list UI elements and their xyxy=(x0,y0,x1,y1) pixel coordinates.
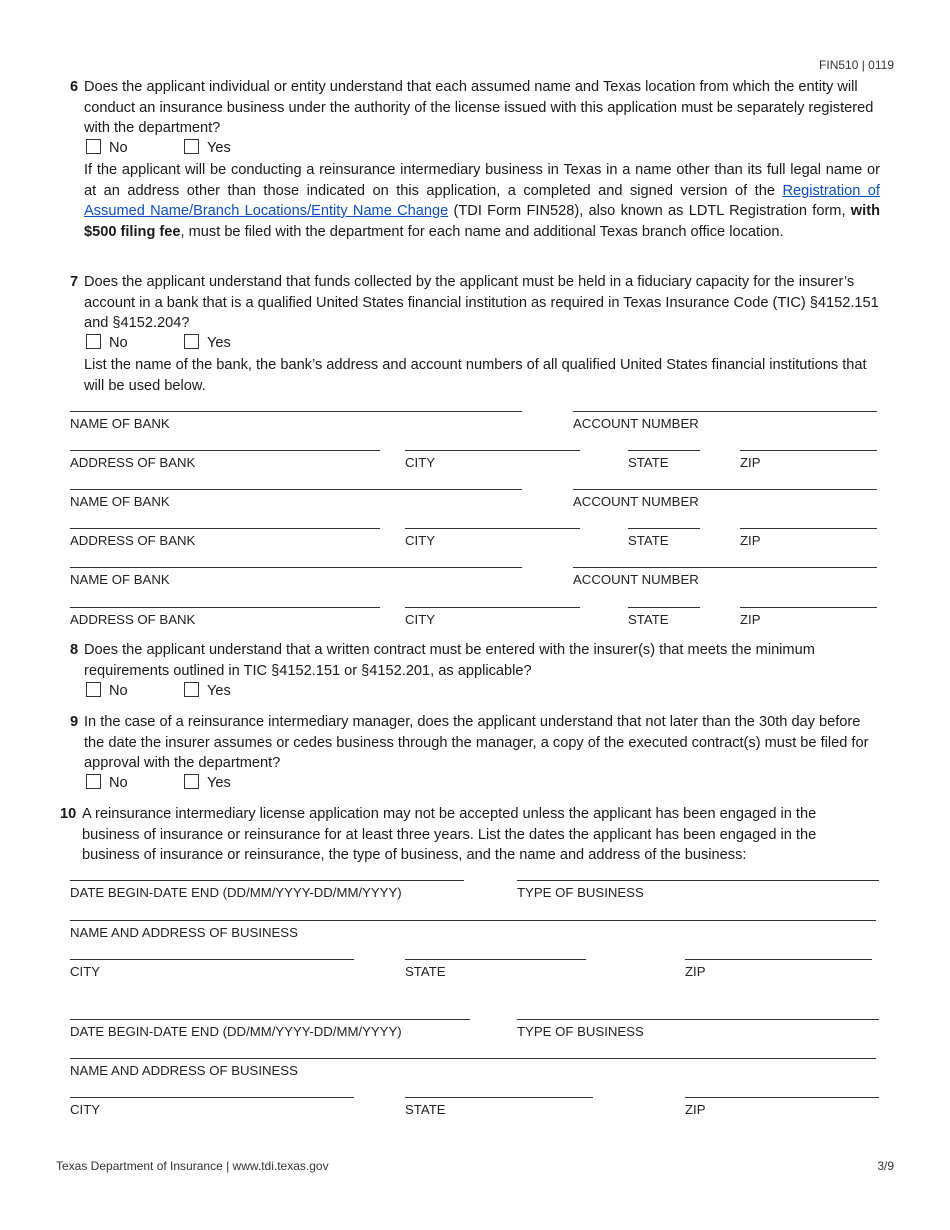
bank1-state-label: STATE xyxy=(628,455,669,470)
biz2-name-address-label: NAME AND ADDRESS OF BUSINESS xyxy=(70,1063,298,1078)
biz1-state-label: STATE xyxy=(405,964,446,979)
q6-yes-option[interactable] xyxy=(184,139,231,156)
q7-no-checkbox[interactable] xyxy=(86,334,101,349)
bank1-account-label: ACCOUNT NUMBER xyxy=(573,416,699,431)
biz2-state-field[interactable] xyxy=(405,1097,593,1098)
bank2-address-field[interactable] xyxy=(70,528,380,529)
bank2-account-field[interactable] xyxy=(573,489,877,490)
bank1-address-field[interactable] xyxy=(70,450,380,451)
biz1-name-address-field[interactable] xyxy=(70,920,876,921)
biz1-dates-field[interactable] xyxy=(70,880,464,881)
fin528-link[interactable]: Registration of Assumed Name/Branch Locations/Entity Name Change xyxy=(84,182,880,219)
bank1-state-field[interactable] xyxy=(628,450,700,451)
page-number: 3/9 xyxy=(877,1159,894,1173)
bank1-account-field[interactable] xyxy=(573,411,877,412)
bank3-account-label: ACCOUNT NUMBER xyxy=(573,572,699,587)
biz1-dates-label: DATE BEGIN-DATE END (DD/MM/YYYY-DD/MM/YYYY) xyxy=(70,885,402,900)
bank3-address-label: ADDRESS OF BANK xyxy=(70,612,196,627)
q6-number: 6 xyxy=(70,79,79,95)
footer-agency: Texas Department of Insurance | www.tdi.texas.gov xyxy=(56,1159,329,1173)
q8-yes-checkbox[interactable] xyxy=(184,682,199,697)
q10-number: 10 xyxy=(60,806,77,822)
bank1-name-field[interactable] xyxy=(70,411,522,412)
form-id: FIN510 | 0119 xyxy=(819,58,894,72)
biz1-city-label: CITY xyxy=(70,964,101,979)
bank2-state-field[interactable] xyxy=(628,528,700,529)
bank2-account-label: ACCOUNT NUMBER xyxy=(573,494,699,509)
q6-no-option[interactable] xyxy=(86,139,128,156)
biz2-type-field[interactable] xyxy=(517,1019,879,1020)
q6-yes-label: Yes xyxy=(207,140,231,156)
q9-number: 9 xyxy=(70,714,79,730)
bank3-state-field[interactable] xyxy=(628,607,700,608)
q7-note: List the name of the bank, the bank’s address and account numbers of all qualified United States financial institutions that will be used below. xyxy=(84,357,867,394)
bank1-zip-field[interactable] xyxy=(740,450,877,451)
biz2-type-label: TYPE OF BUSINESS xyxy=(517,1024,644,1039)
q8-no-label: No xyxy=(109,683,128,699)
biz1-zip-field[interactable] xyxy=(685,959,872,960)
bank3-zip-field[interactable] xyxy=(740,607,877,608)
q7-yes-option[interactable] xyxy=(184,334,231,351)
q7-number: 7 xyxy=(70,274,79,290)
bank3-zip-label: ZIP xyxy=(740,612,761,627)
q9-yes-option[interactable] xyxy=(184,774,231,791)
biz1-type-label: TYPE OF BUSINESS xyxy=(517,885,644,900)
biz1-type-field[interactable] xyxy=(517,880,879,881)
q6-instructions-part3: , must be filed with the department for each name and additional Texas branch office location. xyxy=(180,223,784,240)
bank2-address-label: ADDRESS OF BANK xyxy=(70,533,196,548)
q7-text: Does the applicant understand that funds collected by the applicant must be held in a fiduciary capacity for the insurer’s account in a bank that is a qualified United States financial institution as required in Texas Insurance Code (TIC) §4152.151 and §4152.204? xyxy=(84,274,879,331)
q6-instructions-part1: If the applicant will be conducting a reinsurance intermediary business in Texas in a name other than its full legal name or at an address other than those indicated on this application, a completed and signed version of the xyxy=(84,162,880,199)
q8-yes-option[interactable] xyxy=(184,682,231,699)
bank2-state-label: STATE xyxy=(628,533,669,548)
biz1-zip-label: ZIP xyxy=(685,964,706,979)
biz2-city-field[interactable] xyxy=(70,1097,354,1098)
q8-no-option[interactable] xyxy=(86,682,128,699)
q6-instructions xyxy=(84,160,880,242)
bank2-name-label: NAME OF BANK xyxy=(70,494,170,509)
q7-yes-label: Yes xyxy=(207,335,231,351)
q6-instructions-part2: (TDI Form FIN528), also known as LDTL Registration form, xyxy=(448,203,851,219)
bank1-city-field[interactable] xyxy=(405,450,580,451)
biz1-state-field[interactable] xyxy=(405,959,586,960)
biz2-dates-field[interactable] xyxy=(70,1019,470,1020)
biz2-dates-label: DATE BEGIN-DATE END (DD/MM/YYYY-DD/MM/YYYY) xyxy=(70,1024,402,1039)
q9-no-label: No xyxy=(109,775,128,791)
bank3-city-field[interactable] xyxy=(405,607,580,608)
q9-yes-label: Yes xyxy=(207,775,231,791)
q9-text: In the case of a reinsurance intermediary manager, does the applicant understand that not later than the 30th day before the date the insurer assumes or cedes business through the manager, a copy of the executed contract(s) must be filed for approval with the department? xyxy=(84,714,869,771)
q9-yes-checkbox[interactable] xyxy=(184,774,199,789)
biz2-state-label: STATE xyxy=(405,1102,446,1117)
q10-text: A reinsurance intermediary license application may not be accepted unless the applicant has been engaged in the business of insurance or reinsurance for at least three years. List the dates the applicant has been engaged in the business of insurance or reinsurance, the type of business, and the name and address of the business: xyxy=(82,806,817,863)
q6-yes-checkbox[interactable] xyxy=(184,139,199,154)
biz2-city-label: CITY xyxy=(70,1102,101,1117)
bank1-address-label: ADDRESS OF BANK xyxy=(70,455,196,470)
bank3-address-field[interactable] xyxy=(70,607,380,608)
bank2-zip-field[interactable] xyxy=(740,528,877,529)
q6-text: Does the applicant individual or entity understand that each assumed name and Texas location from which the entity will conduct an insurance business under the authority of the license issued with this application must be separately registered with the department? xyxy=(84,79,874,136)
q7-no-option[interactable] xyxy=(86,334,128,351)
bank1-name-label: NAME OF BANK xyxy=(70,416,170,431)
bank1-city-label: CITY xyxy=(405,455,436,470)
q8-text: Does the applicant understand that a written contract must be entered with the insurer(s) that meets the minimum requirements outlined in TIC §4152.151 or §4152.201, as applicable? xyxy=(84,642,815,679)
bank2-zip-label: ZIP xyxy=(740,533,761,548)
q8-yes-label: Yes xyxy=(207,683,231,699)
bank2-city-field[interactable] xyxy=(405,528,580,529)
bank3-city-label: CITY xyxy=(405,612,436,627)
q7-no-label: No xyxy=(109,335,128,351)
biz1-city-field[interactable] xyxy=(70,959,354,960)
q7-yes-checkbox[interactable] xyxy=(184,334,199,349)
bank3-state-label: STATE xyxy=(628,612,669,627)
biz2-name-address-field[interactable] xyxy=(70,1058,876,1059)
bank1-zip-label: ZIP xyxy=(740,455,761,470)
bank3-account-field[interactable] xyxy=(573,567,877,568)
bank2-city-label: CITY xyxy=(405,533,436,548)
bank3-name-label: NAME OF BANK xyxy=(70,572,170,587)
biz2-zip-label: ZIP xyxy=(685,1102,706,1117)
bank3-name-field[interactable] xyxy=(70,567,522,568)
q8-number: 8 xyxy=(70,642,79,658)
biz1-name-address-label: NAME AND ADDRESS OF BUSINESS xyxy=(70,925,298,940)
bank2-name-field[interactable] xyxy=(70,489,522,490)
q8-no-checkbox[interactable] xyxy=(86,682,101,697)
biz2-zip-field[interactable] xyxy=(685,1097,879,1098)
q6-no-checkbox[interactable] xyxy=(86,139,101,154)
q9-no-option[interactable] xyxy=(86,774,128,791)
q9-no-checkbox[interactable] xyxy=(86,774,101,789)
q6-no-label: No xyxy=(109,140,128,156)
filing-fee-text: with $500 filing fee xyxy=(84,203,880,240)
